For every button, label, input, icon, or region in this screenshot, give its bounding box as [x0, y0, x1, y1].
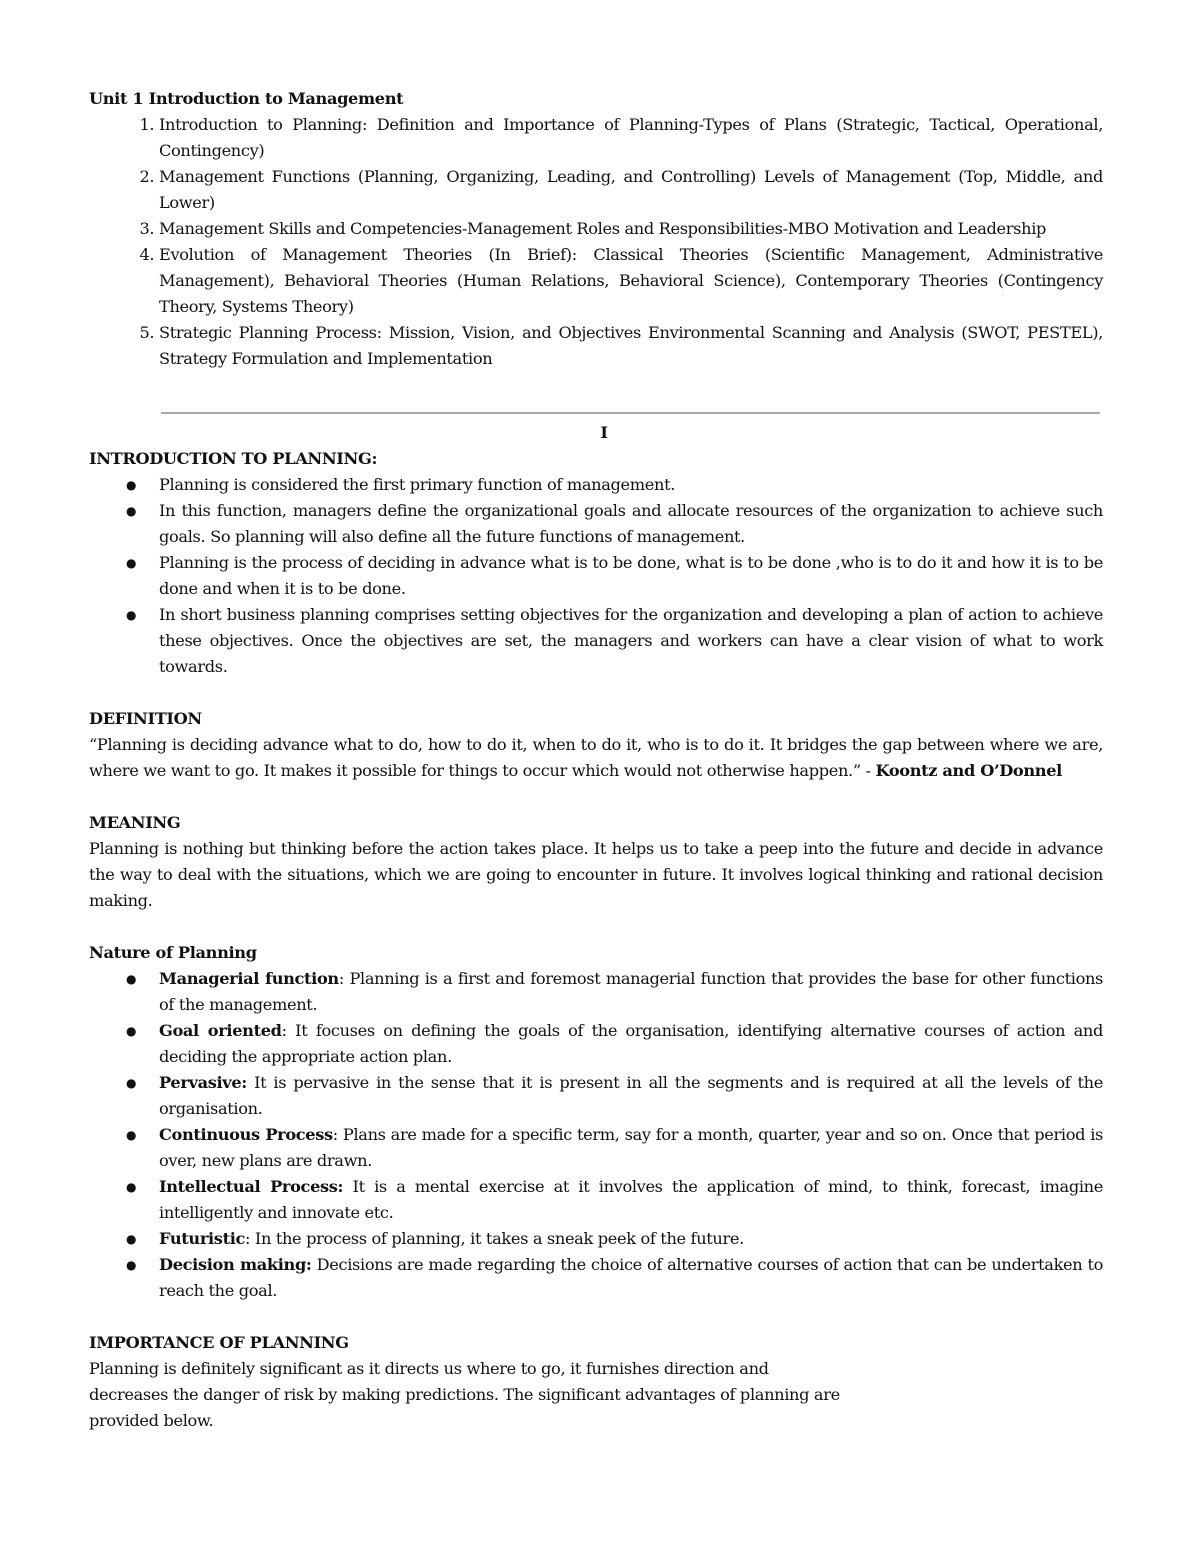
nature-term: Goal oriented [159, 1021, 282, 1040]
list-item [159, 1252, 1103, 1304]
section-numeral: I [600, 423, 608, 442]
spacer [89, 680, 1103, 706]
spacer [89, 1304, 1103, 1330]
list-item [159, 966, 1103, 1018]
nature-term: Managerial function [159, 969, 339, 988]
syllabus-list [89, 112, 1103, 372]
list-item [159, 1174, 1103, 1226]
nature-heading: Nature of Planning [89, 943, 257, 962]
nature-term: Futuristic [159, 1229, 245, 1248]
syllabus-item: 3. Management Skills and Competencies-Management Roles and Responsibilities-MBO Motivation and Leadership [159, 216, 1103, 242]
unit-title: Unit 1 Introduction to Management [89, 89, 404, 108]
definition-author: Koontz and O’Donnel [875, 761, 1062, 780]
definition-quote-text: “Planning is deciding advance what to do, how to do it, when to do it, who is to do it. It bridges the gap between where we are, where we want to go. It makes it possible for things to occur which would not otherwise happen.” - [89, 735, 1103, 780]
nature-description: : It focuses on defining the goals of the organisation, identifying alternative courses of action and deciding the appropriate action plan. [159, 1021, 1104, 1066]
horizontal-divider [161, 412, 1100, 414]
nature-term: Intellectual Process: [159, 1177, 344, 1196]
list-item: ● Planning is the process of deciding in advance what is to be done, what is to be done ,who is to do it and how it is to be done and when it is to be done. [159, 550, 1103, 602]
nature-term: Pervasive: [159, 1073, 247, 1092]
intro-bullet-list [89, 472, 1103, 680]
list-item [159, 1122, 1103, 1174]
definition-quote [89, 732, 1103, 784]
list-item: ● In short business planning comprises setting objectives for the organization and developing a plan of action to achieve these objectives. Once the objectives are set, the managers and workers can have a clear vision of what to work towards. [159, 602, 1103, 680]
meaning-text: Planning is nothing but thinking before the action takes place. It helps us to take a peep into the future and decide in advance the way to deal with the situations, which we are going to encounter in future. It involves logical thinking and rational decision making. [89, 839, 1103, 910]
nature-description: : Plans are made for a specific term, say for a month, quarter, year and so on. Once that period is over, new plans are drawn. [159, 1125, 1103, 1170]
list-item: ● In this function, managers define the organizational goals and allocate resources of the organization to achieve such goals. So planning will also define all the future functions of management. [159, 498, 1103, 550]
nature-term: Continuous Process [159, 1125, 333, 1144]
intro-heading: INTRODUCTION TO PLANNING: [89, 449, 378, 468]
syllabus-item: 1. Introduction to Planning: Definition and Importance of Planning-Types of Plans (Strategic, Tactical, Operational, Contingency) [159, 112, 1103, 164]
list-item [159, 1226, 1103, 1252]
nature-bullet-list [89, 966, 1103, 1304]
list-item [159, 1070, 1103, 1122]
spacer [89, 784, 1103, 810]
importance-heading: IMPORTANCE OF PLANNING [89, 1333, 349, 1352]
nature-term: Decision making: [159, 1255, 312, 1274]
spacer [89, 914, 1103, 940]
meaning-heading: MEANING [89, 813, 181, 832]
nature-description: It is a mental exercise at it involves the application of mind, to think, forecast, imagine intelligently and innovate etc. [159, 1177, 1103, 1222]
syllabus-item: 2. Management Functions (Planning, Organizing, Leading, and Controlling) Levels of Management (Top, Middle, and Lower) [159, 164, 1103, 216]
nature-description: : In the process of planning, it takes a sneak peek of the future. [245, 1229, 744, 1248]
list-item: ● Planning is considered the first primary function of management. [159, 472, 1103, 498]
definition-heading: DEFINITION [89, 709, 202, 728]
nature-description: It is pervasive in the sense that it is present in all the segments and is required at all the levels of the organisation. [159, 1073, 1103, 1118]
list-item [159, 1018, 1103, 1070]
syllabus-item: 5. Strategic Planning Process: Mission, Vision, and Objectives Environmental Scanning and Analysis (SWOT, PESTEL), Strategy Formulation and Implementation [159, 320, 1103, 372]
nature-description: Decisions are made regarding the choice of alternative courses of action that can be undertaken to reach the goal. [159, 1255, 1103, 1300]
nature-description: : Planning is a first and foremost managerial function that provides the base for other functions of the management. [159, 969, 1104, 1014]
syllabus-item: 4. Evolution of Management Theories (In Brief): Classical Theories (Scientific Management, Administrative Management), Behavioral Theories (Human Relations, Behavioral Science), Contemporary Theories (Contingency Theory, Systems Theory) [159, 242, 1103, 320]
importance-text: Planning is definitely significant as it directs us where to go, it furnishes direction and decreases the danger of risk by making predictions. The significant advantages of planning are provided below. [89, 1359, 840, 1430]
